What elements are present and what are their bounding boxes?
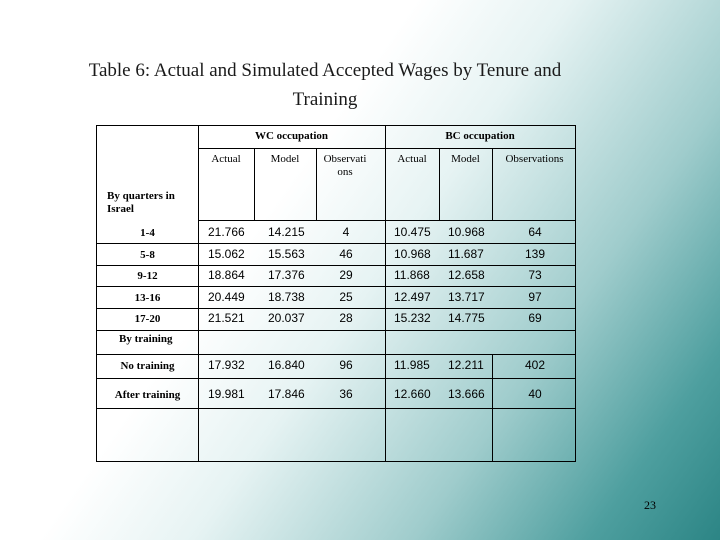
rule-row-5 (97, 330, 575, 331)
cell-bc-actual: 11.985 (394, 358, 430, 372)
cell-wc-model: 17.846 (268, 387, 305, 401)
row-label: 17-20 (134, 313, 161, 325)
col-header-wc-observations: Observati ons (323, 153, 367, 178)
title-line-1: Table 6: Actual and Simulated Accepted Wages by Tenure and (88, 60, 562, 81)
cell-bc-actual: 10.968 (394, 247, 431, 261)
cell-bc-obs: 73 (528, 268, 542, 282)
cell-bc-actual: 15.232 (394, 311, 431, 325)
cell-wc-model: 16.840 (268, 358, 305, 372)
row-label: After training (114, 389, 181, 401)
cell-wc-obs: 4 (342, 225, 350, 239)
cell-bc-actual: 10.475 (394, 225, 431, 239)
cell-wc-actual: 20.449 (208, 290, 245, 304)
col-header-bc-model: Model (451, 153, 480, 165)
row-label: 1-4 (140, 227, 155, 239)
cell-bc-actual: 12.497 (394, 290, 431, 304)
cell-bc-actual: 11.868 (394, 268, 430, 282)
cell-wc-actual: 15.062 (208, 247, 245, 261)
cell-wc-model: 17.376 (268, 268, 305, 282)
cell-wc-model: 15.563 (268, 247, 305, 261)
section-by-training: By training (119, 333, 173, 345)
cell-bc-obs: 69 (528, 311, 542, 325)
cell-wc-actual: 19.981 (208, 387, 245, 401)
row-label: 5-8 (140, 249, 155, 261)
cell-bc-obs: 40 (528, 387, 542, 401)
cell-bc-obs: 97 (528, 290, 542, 304)
rule-row-4 (97, 308, 575, 309)
title-line-2: Training (292, 89, 358, 110)
cell-wc-model: 14.215 (268, 225, 305, 239)
cell-bc-model: 11.687 (448, 247, 484, 261)
cell-bc-model: 14.775 (448, 311, 485, 325)
rule-head (198, 220, 576, 221)
group-bc-header: BC occupation (445, 130, 515, 142)
divider-col-7 (492, 148, 493, 220)
cell-wc-obs: 29 (339, 268, 353, 282)
row-label: No training (120, 360, 175, 372)
cell-wc-model: 18.738 (268, 290, 305, 304)
section-by-quarters: By quarters in Israel (107, 190, 175, 215)
slide-title (60, 56, 590, 114)
cell-wc-actual: 18.864 (208, 268, 245, 282)
cell-bc-model: 10.968 (448, 225, 485, 239)
divider-wc-bc (385, 126, 386, 462)
cell-bc-model: 12.658 (448, 268, 485, 282)
cell-wc-obs: 25 (339, 290, 353, 304)
rule-section-2 (97, 354, 575, 355)
group-wc-header: WC occupation (254, 130, 329, 142)
cell-bc-actual: 12.660 (394, 387, 431, 401)
row-label: 13-16 (134, 292, 161, 304)
col-header-wc-model: Model (270, 153, 300, 165)
rule-row-7 (97, 408, 575, 409)
col-header-bc-observations: Observations (505, 153, 564, 165)
rule-row-3 (97, 286, 575, 287)
cell-bc-model: 12.211 (448, 358, 484, 372)
cell-wc-obs: 36 (339, 387, 353, 401)
row-label: 9-12 (137, 270, 158, 282)
rule-row-6 (97, 378, 575, 379)
cell-wc-actual: 21.521 (208, 311, 245, 325)
rule-row-2 (97, 265, 575, 266)
cell-wc-actual: 17.932 (208, 358, 245, 372)
page-number: 23 (644, 498, 656, 512)
divider-label-col (198, 126, 199, 462)
cell-bc-obs: 64 (528, 225, 542, 239)
divider-col-4 (316, 148, 317, 220)
cell-bc-model: 13.666 (448, 387, 485, 401)
cell-wc-obs: 28 (339, 311, 353, 325)
cell-wc-obs: 96 (339, 358, 353, 372)
col-header-wc-actual: Actual (211, 153, 241, 165)
cell-bc-model: 13.717 (448, 290, 485, 304)
cell-wc-model: 20.037 (268, 311, 305, 325)
cell-bc-obs: 402 (524, 358, 546, 372)
cell-wc-actual: 21.766 (208, 225, 245, 239)
cell-wc-obs: 46 (339, 247, 353, 261)
rule-groups (198, 148, 576, 149)
col-header-bc-actual: Actual (397, 153, 427, 165)
rule-row-1 (97, 243, 575, 244)
wages-table (96, 125, 576, 462)
cell-bc-obs: 139 (524, 247, 546, 261)
